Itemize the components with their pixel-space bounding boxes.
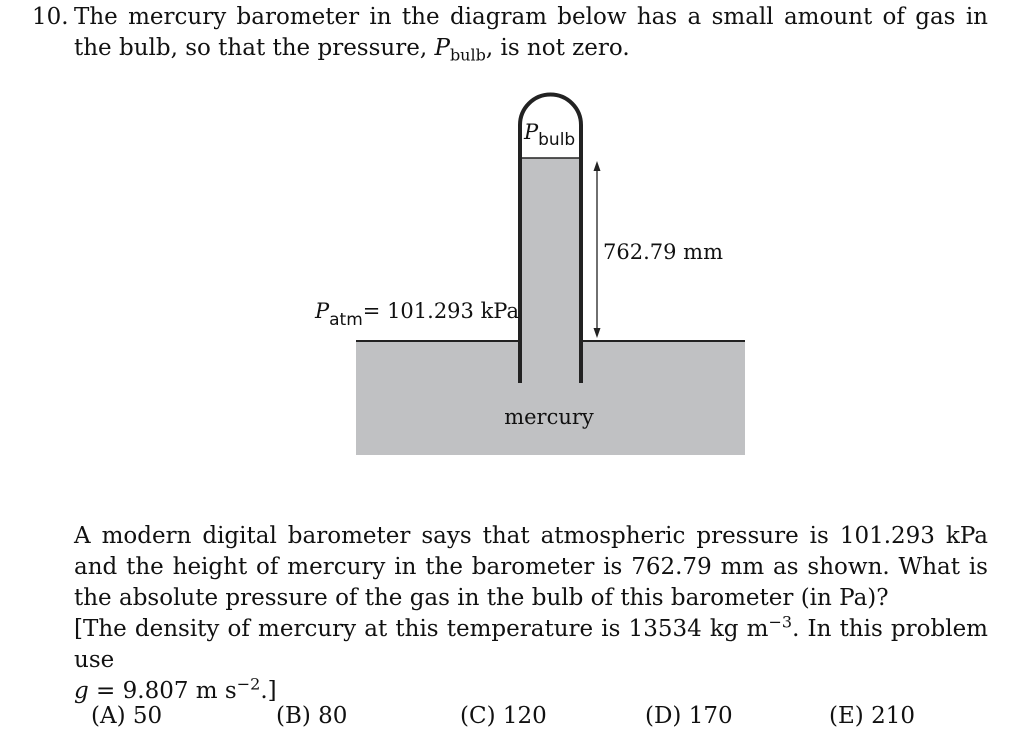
p-atm-symbol: P	[315, 299, 330, 323]
intro-text-after: , is not zero.	[485, 35, 630, 61]
height-arrow-head-top	[594, 161, 601, 171]
note-mid: . In this problem use	[74, 616, 988, 673]
note-close: .]	[260, 678, 277, 704]
choice-a-letter: (A)	[91, 703, 126, 729]
p-bulb-subscript: bulb	[538, 130, 576, 150]
p-atm-subscript: atm	[329, 310, 363, 330]
choice-e-letter: (E)	[829, 703, 864, 729]
question-body	[74, 521, 988, 707]
p-bulb-symbol: P	[524, 120, 539, 144]
choice-c-value: 120	[502, 703, 547, 729]
choice-a[interactable]	[91, 703, 162, 729]
mercury-label: mercury	[504, 405, 594, 429]
note-open: [The density of mercury at this temperature is 13534 kg m	[74, 616, 769, 642]
choice-c-letter: (C)	[460, 703, 496, 729]
height-label: 762.79 mm	[603, 240, 723, 264]
choice-d[interactable]	[645, 703, 733, 729]
answer-choices	[0, 703, 1024, 733]
choice-c[interactable]	[460, 703, 547, 729]
note-density-exponent: −3	[768, 612, 793, 632]
mercury-reservoir	[356, 341, 745, 455]
height-arrow-head-bottom	[594, 328, 601, 338]
note-g-value: = 9.807 m s	[88, 678, 237, 704]
choice-d-letter: (D)	[645, 703, 682, 729]
intro-p-symbol: P	[434, 35, 450, 61]
choice-d-value: 170	[688, 703, 733, 729]
question-number: 10.	[32, 4, 69, 30]
choice-a-value: 50	[132, 703, 163, 729]
mercury-column	[520, 158, 581, 348]
choice-e[interactable]	[829, 703, 915, 729]
intro-text-before: The mercury barometer in the diagram below has a small amount of gas in the bulb, so that the pressure,	[74, 4, 988, 61]
intro-p-subscript: bulb	[449, 45, 486, 65]
choice-b-letter: (B)	[276, 703, 311, 729]
choice-b[interactable]	[276, 703, 347, 729]
choice-e-value: 210	[871, 703, 915, 729]
choice-b-value: 80	[318, 703, 348, 729]
note-g-exponent: −2	[236, 674, 261, 694]
p-atm-label	[314, 299, 519, 330]
p-bulb-label	[523, 120, 575, 150]
p-atm-value: = 101.293 kPa	[362, 299, 520, 323]
question-note	[74, 614, 988, 707]
note-g-symbol: g	[74, 678, 89, 704]
question-main-text: A modern digital barometer says that atmospheric pressure is 101.293 kPa and the height of mercury in the barometer is 762.79 mm as shown. What is the absolute pressure of the gas in the bulb of this barometer (in Pa)?	[74, 523, 988, 611]
